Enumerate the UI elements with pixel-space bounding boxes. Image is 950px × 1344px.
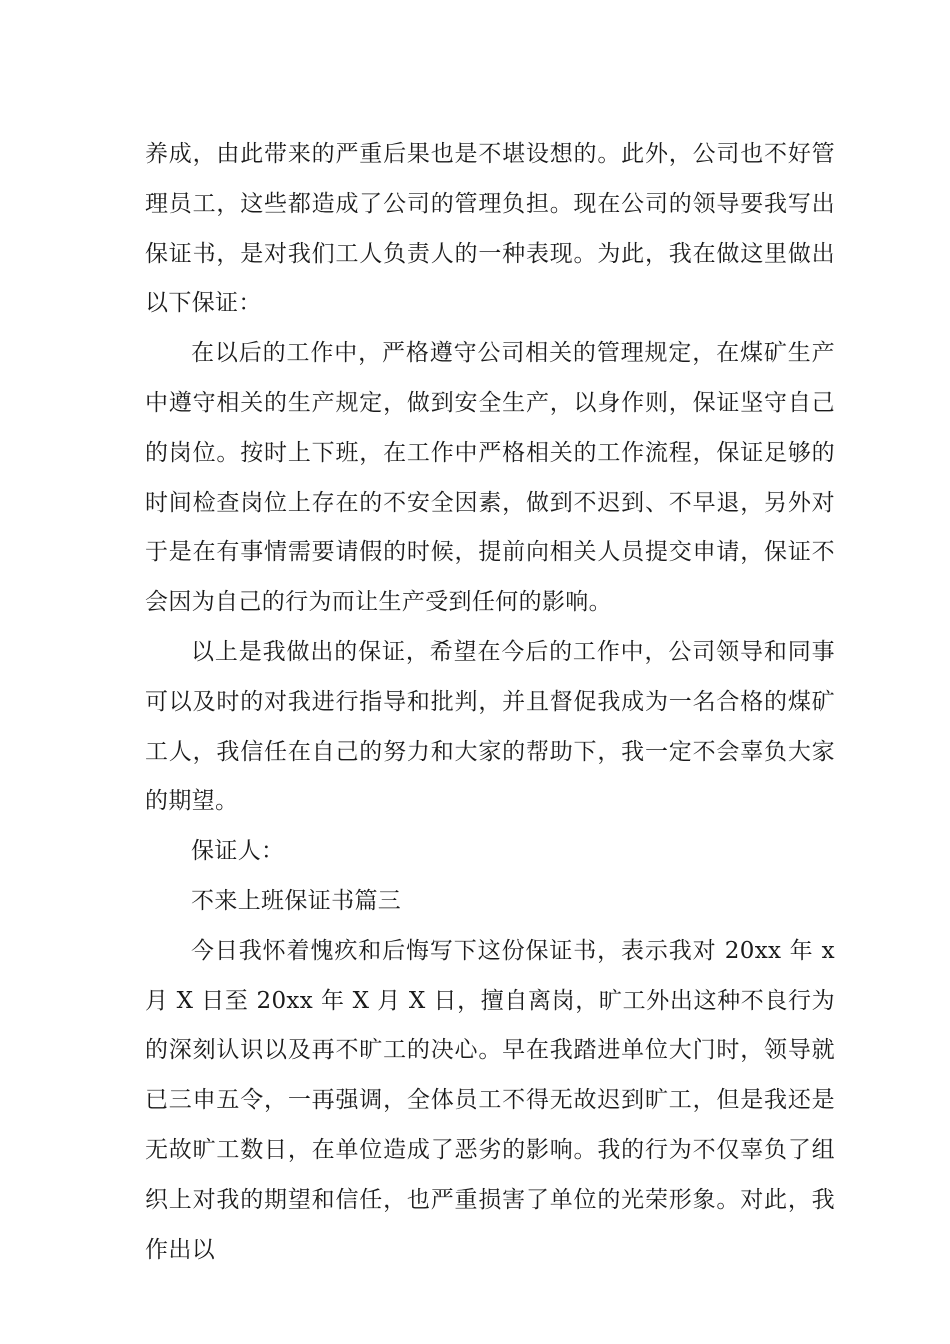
signature-label: 保证人： — [191, 838, 285, 865]
paragraph-4: 今日我怀着愧疚和后悔写下这份保证书，表示我对 20xx 年 x 月 X 日至 20xx 年 X 月 X 日，擅自离岗，旷工外出这种不良行为的深刻认识以及再不旷工的决心。早在我踏进单位大门时，领导就已三申五令，一再强调，全体员工不得无故迟到旷工，但是我还是无故旷工数日，在单位造成了恶劣的影响。我的行为不仅辜负了组织上对我的期望和信任，也严重损害了单位的光荣形象。对此，我作出以 — [145, 937, 835, 1263]
paragraph-3: 以上是我做出的保证，希望在今后的工作中，公司领导和同事可以及时的对我进行指导和批判，并且督促我成为一名合格的煤矿工人，我信任在自己的努力和大家的帮助下，我一定不会辜负大家的期望。 — [145, 638, 835, 815]
paragraph-2: 在以后的工作中，严格遵守公司相关的管理规定，在煤矿生产中遵守相关的生产规定，做到安全生产，以身作则，保证坚守自己的岗位。按时上下班，在工作中严格相关的工作流程，保证足够的时间检查岗位上存在的不安全因素，做到不迟到、不早退，另外对于是在有事情需要请假的时候，提前向相关人员提交申请，保证不会因为自己的行为而让生产受到任何的影响。 — [145, 340, 835, 616]
section-heading: 不来上班保证书篇三 — [191, 887, 402, 914]
paragraph-1: 养成，由此带来的严重后果也是不堪设想的。此外，公司也不好管理员工，这些都造成了公司的管理负担。现在公司的领导要我写出保证书，是对我们工人负责人的一种表现。为此，我在做这里做出以下保证： — [145, 141, 835, 317]
document-body — [145, 130, 835, 1275]
